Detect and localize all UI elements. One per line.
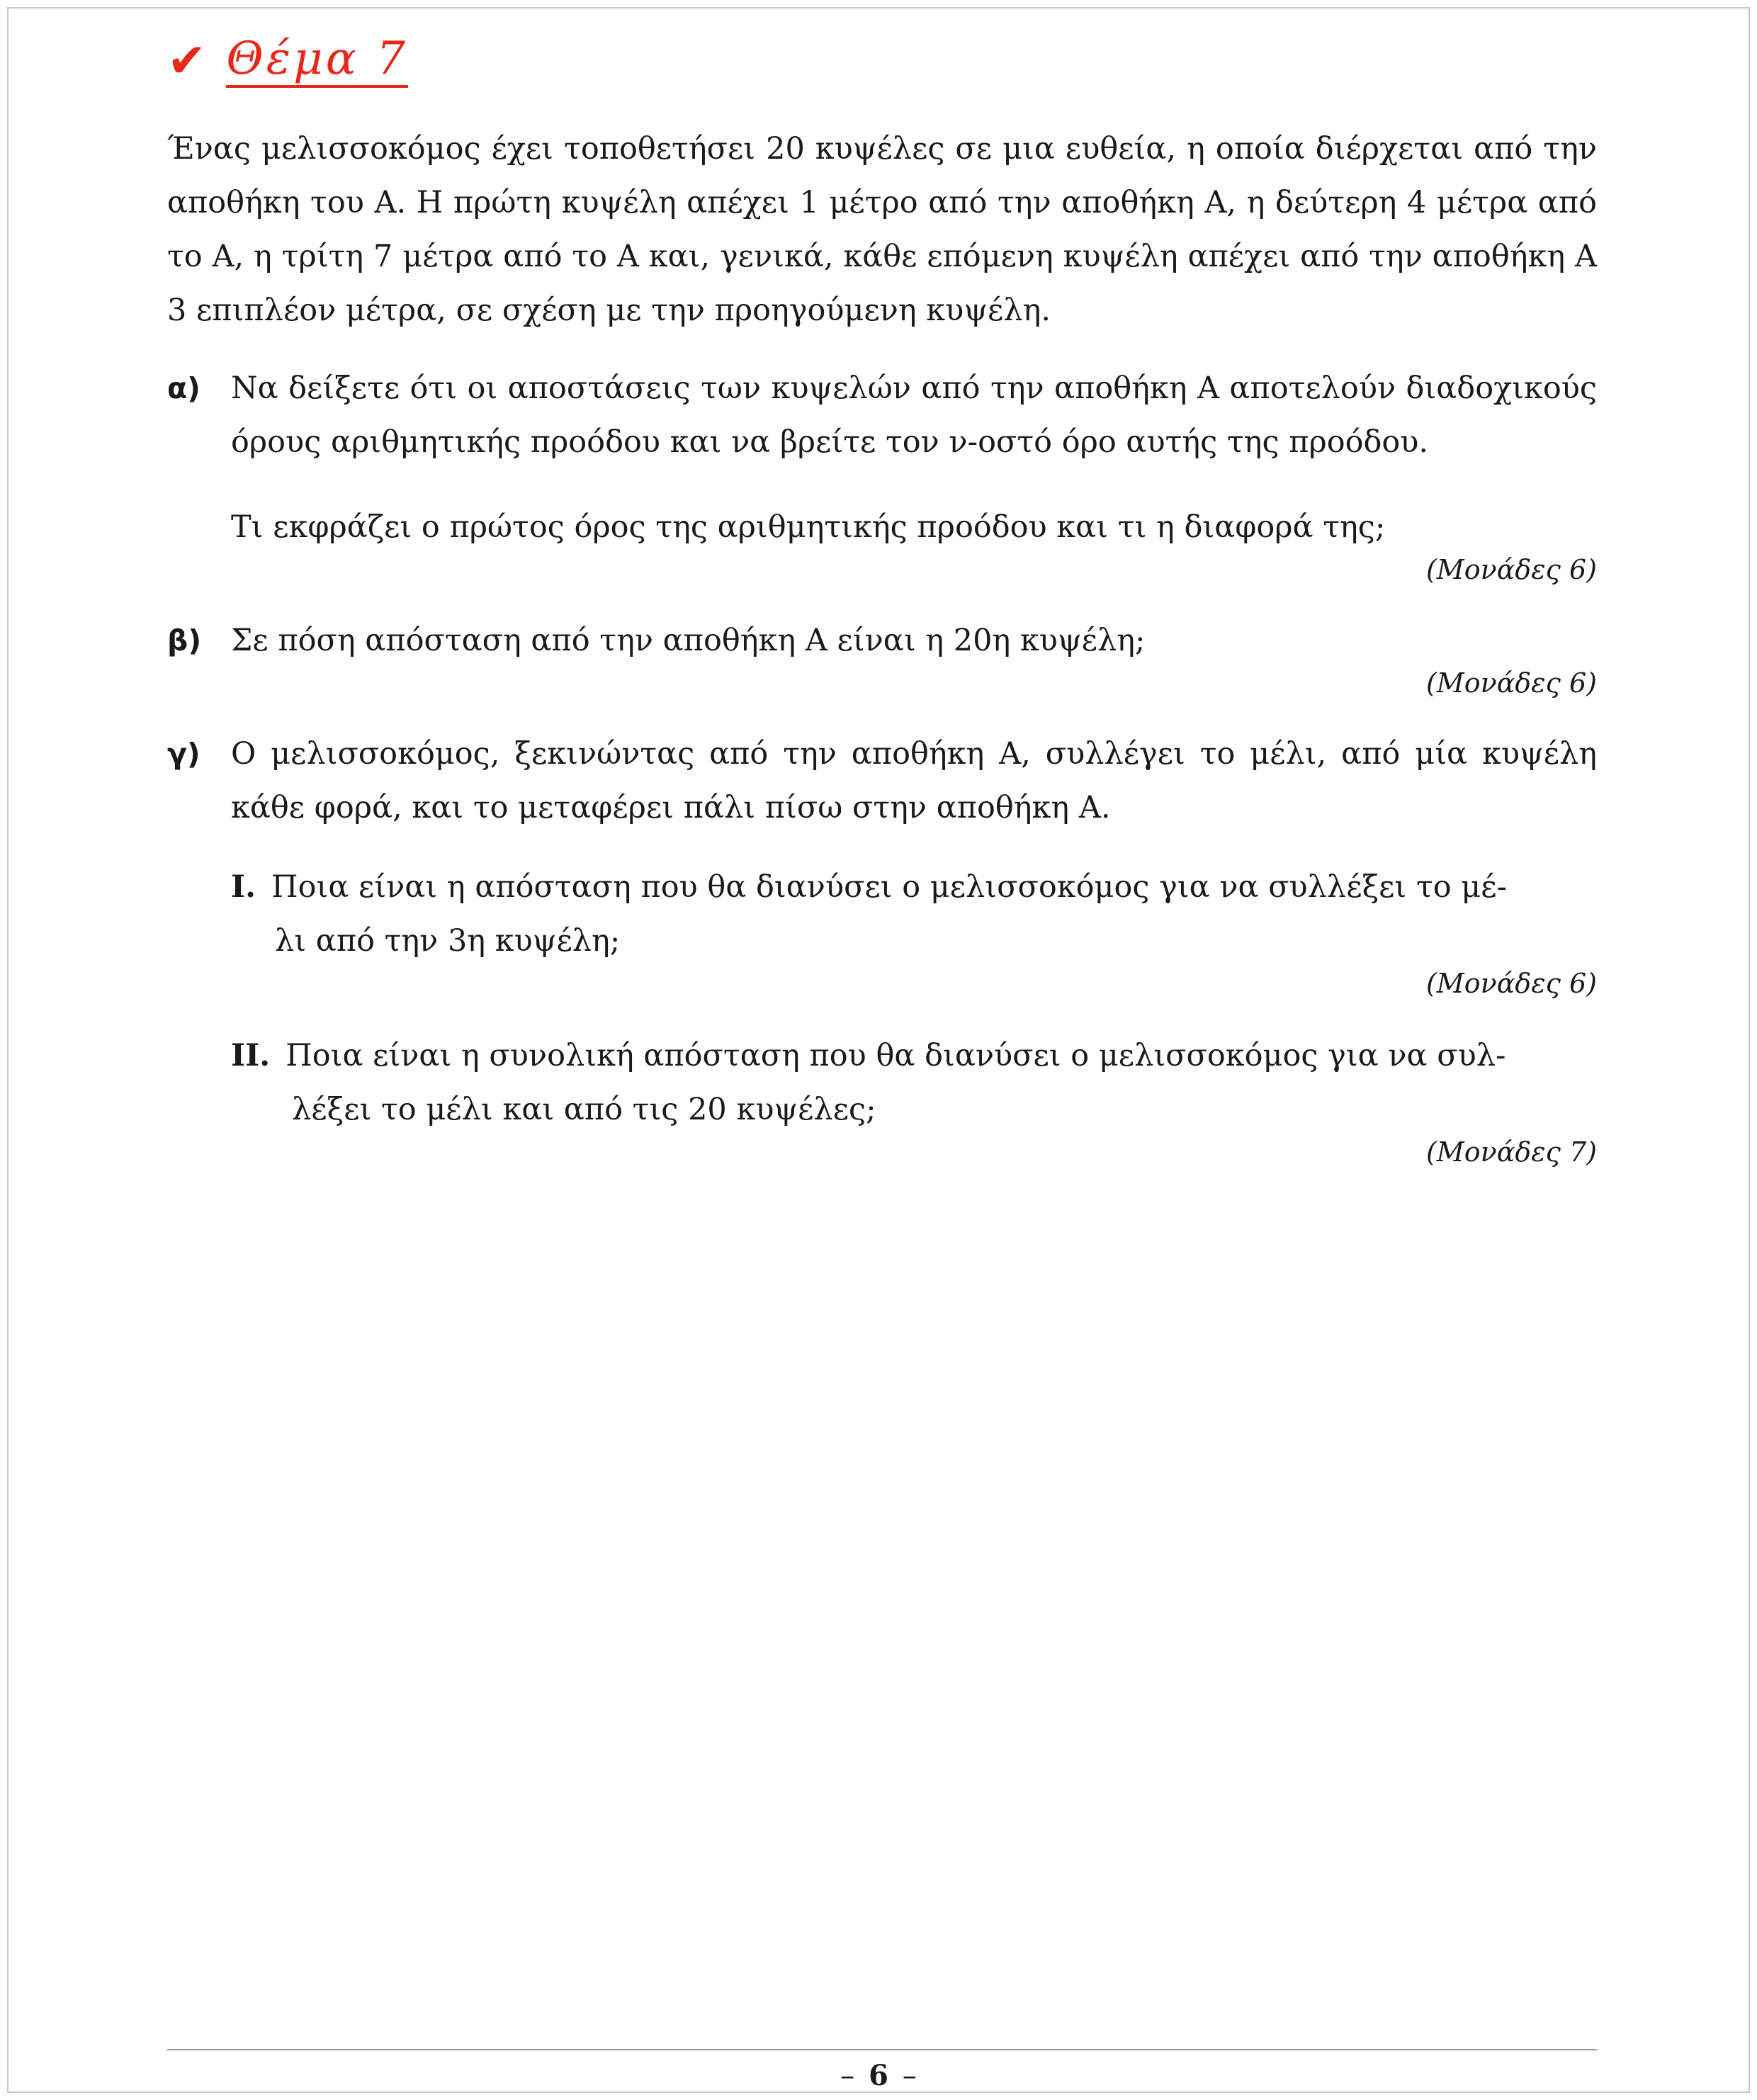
part-c-sub-i-label: I. xyxy=(231,869,256,905)
part-b xyxy=(167,614,1597,703)
part-c-body xyxy=(231,727,1597,1172)
part-c-sub-i-body xyxy=(231,860,1597,1003)
part-c-question: Ο μελισσοκόμος, ξεκινώντας από την αποθήκη Α, συλλέγει το μέλι, από μία κυψέλη κάθε φορά, και το μεταφέρει πάλι πίσω στην αποθήκη Α. xyxy=(231,736,1597,825)
page-number-value: 6 xyxy=(869,2059,888,2092)
part-c xyxy=(167,727,1597,1172)
part-b-points: (Μονάδες 6) xyxy=(1425,667,1597,699)
footer-rule xyxy=(167,2049,1597,2050)
part-c-sub-ii-line1 xyxy=(231,1029,1597,1083)
part-b-label: β) xyxy=(167,623,202,657)
page-number-dash-right: – xyxy=(902,2060,917,2092)
part-c-sub-i-points: (Μονάδες 6) xyxy=(1425,968,1597,999)
part-a-label: α) xyxy=(167,371,200,405)
part-c-sub-i-line2: λι από την 3η κυψέλη; xyxy=(275,923,621,959)
part-c-sub-i xyxy=(231,860,1597,1003)
part-a-question: Να δείξετε ότι οι αποστάσεις των κυψελών από την αποθήκη Α αποτελούν διαδοχικούς όρους αριθμητικής προόδου και να βρείτε τον ν-οστό όρο αυτής της προόδου. xyxy=(231,371,1597,460)
part-c-label: γ) xyxy=(167,737,200,771)
part-c-sub-ii-label: II. xyxy=(231,1038,271,1073)
part-c-sub-ii-text1: Ποια είναι η συνολική απόσταση που θα διανύσει ο μελισσοκόμος για να συλ- xyxy=(286,1038,1506,1073)
part-c-sub-i-text1: Ποια είναι η απόσταση που θα διανύσει ο μελισσοκόμος για να συλλέξει το μέ- xyxy=(271,869,1508,905)
intro-paragraph: Ένας μελισσοκόμος έχει τοποθετήσει 20 κυψέλες σε μια ευθεία, η οποία διέρχεται από την αποθήκη του Α. Η πρώτη κυψέλη απέχει 1 μέτρο από την αποθήκη Α, η δεύτερη 4 μέτρα από το Α, η τρίτη 7 μέτρα από το Α και, γενικά, κάθε επόμενη κυψέλη απέχει από την αποθήκη Α 3 επιπλέον μέτρα, σε σχέση με την προηγούμενη κυψέλη. xyxy=(167,131,1597,328)
section-title: Θέμα 7 xyxy=(226,34,408,88)
section-heading xyxy=(167,34,408,88)
part-b-question: Σε πόση απόσταση από την αποθήκη Α είναι η 20η κυψέλη; xyxy=(231,623,1146,658)
checkmark-icon: ✔ xyxy=(167,33,207,89)
exercise-content xyxy=(167,122,1597,1172)
part-b-body xyxy=(231,614,1597,703)
page-number xyxy=(0,2059,1757,2093)
page-number-dash-left: – xyxy=(840,2060,855,2092)
part-a-question-2: Τι εκφράζει ο πρώτος όρος της αριθμητικής προόδου και τι η διαφορά της; xyxy=(231,509,1386,545)
part-c-sub-ii-points: (Μονάδες 7) xyxy=(1425,1136,1597,1168)
part-c-sub-ii xyxy=(231,1029,1597,1172)
part-a-points: (Μονάδες 6) xyxy=(1425,554,1597,585)
part-a-body xyxy=(231,361,1597,589)
part-c-sub-ii-line2: λέξει το μέλι και από τις 20 κυψέλες; xyxy=(292,1092,876,1127)
part-a xyxy=(167,361,1597,589)
part-c-sub-i-line1 xyxy=(231,860,1597,914)
part-c-sub-ii-body xyxy=(231,1029,1597,1172)
